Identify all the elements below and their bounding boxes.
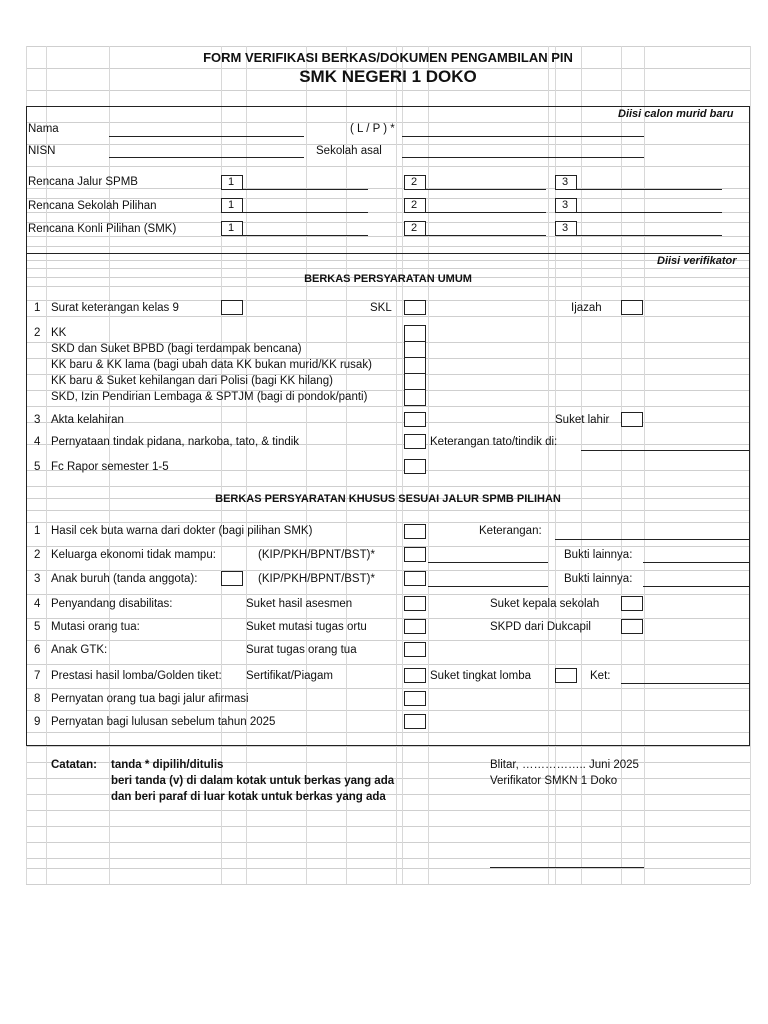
- special-row-label: Prestasi hasil lomba/Golden tiket:: [51, 670, 222, 682]
- special-row-number: 2: [34, 549, 41, 561]
- choice-number: 1: [228, 176, 235, 188]
- verification-form-sheet: [26, 46, 750, 884]
- choice-number: 3: [562, 176, 569, 188]
- sertifikat-checkbox[interactable]: [404, 668, 426, 683]
- grid-row-line: [26, 144, 750, 145]
- buruh-anggota-checkbox[interactable]: [221, 571, 243, 586]
- origin-school-label: Sekolah asal: [316, 145, 382, 157]
- grid-row-line: [26, 842, 750, 843]
- gender-input-line[interactable]: [402, 136, 644, 137]
- lulusan-lama-checkbox[interactable]: [404, 714, 426, 729]
- bukti-input-line-row2[interactable]: [643, 562, 750, 563]
- kk-sub3-checkbox[interactable]: [404, 373, 426, 390]
- special-row-label: Keluarga ekonomi tidak mampu:: [51, 549, 216, 561]
- grid-row-line: [26, 260, 750, 261]
- choice-number: 3: [562, 199, 569, 211]
- kepsek-checkbox[interactable]: [621, 596, 643, 611]
- grid-row-line: [26, 522, 750, 523]
- konli-choice-2-input[interactable]: [426, 235, 546, 236]
- grid-column-line: [396, 46, 397, 884]
- kk-sub4-checkbox[interactable]: [404, 389, 426, 406]
- ekonomi-checkbox[interactable]: [404, 547, 426, 562]
- kip-label-row2: (KIP/PKH/BPNT/BST)*: [258, 549, 375, 561]
- general-row2-number: 2: [34, 327, 41, 339]
- akta-checkbox[interactable]: [404, 412, 426, 427]
- suket-tingkat-checkbox[interactable]: [555, 668, 577, 683]
- rapor-label: Fc Rapor semester 1-5: [51, 461, 169, 473]
- grid-row-line: [26, 46, 750, 47]
- route-choice-3-input[interactable]: [577, 189, 722, 190]
- tato-label: Keterangan tato/tindik di:: [430, 436, 558, 448]
- konli-choice-3-input[interactable]: [577, 235, 722, 236]
- grid-row-line: [26, 664, 750, 665]
- special-row-number: 8: [34, 693, 41, 705]
- grid-row-line: [26, 166, 750, 167]
- grid-row-line: [26, 688, 750, 689]
- grid-row-line: [26, 826, 750, 827]
- grid-row-line: [26, 640, 750, 641]
- route-choice-1-box: [221, 175, 243, 190]
- choice-number: 3: [562, 222, 569, 234]
- buruh-input-line[interactable]: [428, 586, 548, 587]
- choice-number: 2: [411, 199, 418, 211]
- section-divider: [26, 253, 750, 254]
- bukti-input-line-row3[interactable]: [643, 586, 750, 587]
- special-row-label: Hasil cek buta warna dari dokter (bagi pilihan SMK): [51, 525, 313, 537]
- general-row1-label: Surat keterangan kelas 9: [51, 302, 179, 314]
- gtk-checkbox[interactable]: [404, 642, 426, 657]
- grid-row-line: [26, 286, 750, 287]
- verifier-title: Verifikator SMKN 1 Doko: [490, 775, 618, 787]
- suket-kepsek-label: Suket kepala sekolah: [490, 598, 600, 610]
- special-row-number: 4: [34, 598, 41, 610]
- kk-label: KK: [51, 327, 67, 339]
- grid-row-line: [26, 570, 750, 571]
- school-choice-label: Rencana Sekolah Pilihan: [28, 200, 157, 212]
- school-choice-3-input[interactable]: [577, 212, 722, 213]
- notes-line1: tanda * dipilih/ditulis: [111, 759, 224, 771]
- route-choice-2-box: [404, 175, 426, 190]
- konli-choice-2-box: [404, 221, 426, 236]
- special-row-number: 6: [34, 644, 41, 656]
- bukti-label-row2: Bukti lainnya:: [564, 549, 633, 561]
- grid-row-line: [26, 486, 750, 487]
- skpd-checkbox[interactable]: [621, 619, 643, 634]
- tato-input-line[interactable]: [581, 450, 750, 451]
- kk-sub-2: KK baru & KK lama (bagi ubah data KK bukan murid/KK rusak): [51, 359, 372, 371]
- kip-label-row3: (KIP/PKH/BPNT/BST)*: [258, 573, 375, 585]
- ket-input-line[interactable]: [621, 683, 750, 684]
- grid-row-line: [26, 810, 750, 811]
- form-border-left: [26, 106, 27, 746]
- signature-line[interactable]: [490, 867, 644, 868]
- konli-choice-1-box: [221, 221, 243, 236]
- school-choice-3-box: [555, 198, 577, 213]
- school-choice-1-box: [221, 198, 243, 213]
- route-label: Rencana Jalur SPMB: [28, 176, 138, 188]
- choice-number: 2: [411, 222, 418, 234]
- general-row4-number: 4: [34, 436, 41, 448]
- keterangan-input-line[interactable]: [555, 539, 750, 540]
- mutasi-checkbox[interactable]: [404, 619, 426, 634]
- special-row-number: 3: [34, 573, 41, 585]
- school-name: SMK NEGERI 1 DOKO: [299, 67, 477, 86]
- grid-row-line: [26, 546, 750, 547]
- special-row-number: 7: [34, 670, 41, 682]
- grid-column-line: [306, 46, 307, 884]
- keterangan-label: Keterangan:: [479, 525, 542, 537]
- asesmen-checkbox[interactable]: [404, 596, 426, 611]
- konli-choice-1-input[interactable]: [243, 235, 368, 236]
- suket-lahir-checkbox[interactable]: [621, 412, 643, 427]
- sk-kelas9-checkbox[interactable]: [221, 300, 243, 315]
- special-row-label: Anak GTK:: [51, 644, 108, 656]
- general-row1-number: 1: [34, 302, 41, 314]
- grid-column-line: [402, 46, 403, 884]
- rapor-checkbox[interactable]: [404, 459, 426, 474]
- special-row-number: 9: [34, 716, 41, 728]
- ekonomi-input-line[interactable]: [428, 562, 548, 563]
- grid-column-line: [750, 46, 751, 884]
- afirmasi-checkbox[interactable]: [404, 691, 426, 706]
- route-choice-1-input[interactable]: [243, 189, 368, 190]
- route-choice-3-box: [555, 175, 577, 190]
- special-row-label: Penyandang disabilitas:: [51, 598, 173, 610]
- origin-school-input-line[interactable]: [402, 157, 644, 158]
- pernyataan-label: Pernyataan tindak pidana, narkoba, tato, & tindik: [51, 436, 300, 448]
- grid-row-line: [26, 594, 750, 595]
- general-row5-number: 5: [34, 461, 41, 473]
- choice-number: 2: [411, 176, 418, 188]
- suket-tingkat-label: Suket tingkat lomba: [430, 670, 532, 682]
- form-border-right: [749, 106, 750, 746]
- skl-label: SKL: [370, 302, 392, 314]
- grid-row-line: [26, 236, 750, 237]
- grid-row-line: [26, 868, 750, 869]
- name-label: Nama: [28, 123, 59, 135]
- buruh-checkbox[interactable]: [404, 571, 426, 586]
- suket-asesmen-label: Suket hasil asesmen: [246, 598, 353, 610]
- grid-row-line: [26, 316, 750, 317]
- special-row-number: 1: [34, 525, 41, 537]
- grid-column-line: [46, 46, 47, 884]
- notes-label: Catatan:: [51, 759, 98, 771]
- akta-label: Akta kelahiran: [51, 414, 124, 426]
- grid-row-line: [26, 746, 750, 747]
- buta-warna-checkbox[interactable]: [404, 524, 426, 539]
- grid-column-line: [246, 46, 247, 884]
- grid-column-line: [346, 46, 347, 884]
- sign-date: Blitar, …………….. Juni 2025: [490, 759, 639, 771]
- ijazah-label: Ijazah: [571, 302, 602, 314]
- special-row-label: Pernyatan bagi lulusan sebelum tahun 2025: [51, 716, 276, 728]
- skl-checkbox[interactable]: [404, 300, 426, 315]
- form-title: FORM VERIFIKASI BERKAS/DOKUMEN PENGAMBILAN PIN: [203, 50, 573, 65]
- ijazah-checkbox[interactable]: [621, 300, 643, 315]
- kk-checkbox[interactable]: [404, 325, 426, 342]
- choice-number: 1: [228, 199, 235, 211]
- notes-line3: dan beri paraf di luar kotak untuk berkas yang ada: [111, 791, 386, 803]
- special-row-number: 5: [34, 621, 41, 633]
- grid-row-line: [26, 884, 750, 885]
- sertifikat-label: Sertifikat/Piagam: [246, 670, 333, 682]
- konli-choice-3-box: [555, 221, 577, 236]
- name-input-line[interactable]: [109, 136, 304, 137]
- skpd-label: SKPD dari Dukcapil: [490, 621, 591, 633]
- school-choice-2-input[interactable]: [426, 212, 546, 213]
- special-row-label: Pernyatan orang tua bagi jalur afirmasi: [51, 693, 249, 705]
- general-row3-number: 3: [34, 414, 41, 426]
- grid-row-line: [26, 268, 750, 269]
- bukti-label-row3: Bukti lainnya:: [564, 573, 633, 585]
- nisn-label: NISN: [28, 145, 56, 157]
- kk-sub-1: SKD dan Suket BPBD (bagi terdampak bencana): [51, 343, 302, 355]
- form-border-bottom: [26, 745, 750, 746]
- kk-sub-4: SKD, Izin Pendirian Lembaga & SPTJM (bagi di pondok/panti): [51, 391, 368, 403]
- school-choice-2-box: [404, 198, 426, 213]
- general-heading: BERKAS PERSYARATAN UMUM: [304, 273, 472, 285]
- grid-row-line: [26, 406, 750, 407]
- kk-sub2-checkbox[interactable]: [404, 357, 426, 374]
- ket-label: Ket:: [590, 670, 611, 682]
- notes-line2: beri tanda (v) di dalam kotak untuk berkas yang ada: [111, 775, 395, 787]
- grid-row-line: [26, 246, 750, 247]
- school-choice-1-input[interactable]: [243, 212, 368, 213]
- nisn-input-line[interactable]: [109, 157, 304, 158]
- suket-mutasi-label: Suket mutasi tugas ortu: [246, 621, 367, 633]
- gender-label: ( L / P ) *: [350, 123, 395, 135]
- applicant-note: Diisi calon murid baru: [618, 108, 734, 120]
- surat-tugas-label: Surat tugas orang tua: [246, 644, 357, 656]
- grid-row-line: [26, 510, 750, 511]
- kk-sub1-checkbox[interactable]: [404, 341, 426, 358]
- grid-row-line: [26, 90, 750, 91]
- grid-column-line: [428, 46, 429, 884]
- special-row-label: Anak buruh (tanda anggota):: [51, 573, 198, 585]
- grid-row-line: [26, 858, 750, 859]
- special-row-label: Mutasi orang tua:: [51, 621, 140, 633]
- pernyataan-checkbox[interactable]: [404, 434, 426, 449]
- suket-lahir-label: Suket lahir: [555, 414, 610, 426]
- grid-row-line: [26, 710, 750, 711]
- route-choice-2-input[interactable]: [426, 189, 546, 190]
- grid-column-line: [644, 46, 645, 884]
- kk-sub-3: KK baru & Suket kehilangan dari Polisi (bagi KK hilang): [51, 375, 333, 387]
- grid-row-line: [26, 732, 750, 733]
- verifier-note: Diisi verifikator: [657, 255, 737, 267]
- special-heading: BERKAS PERSYARATAN KHUSUS SESUAI JALUR SPMB PILIHAN: [215, 493, 561, 505]
- choice-number: 1: [228, 222, 235, 234]
- konli-label: Rencana Konli Pilihan (SMK): [28, 223, 177, 235]
